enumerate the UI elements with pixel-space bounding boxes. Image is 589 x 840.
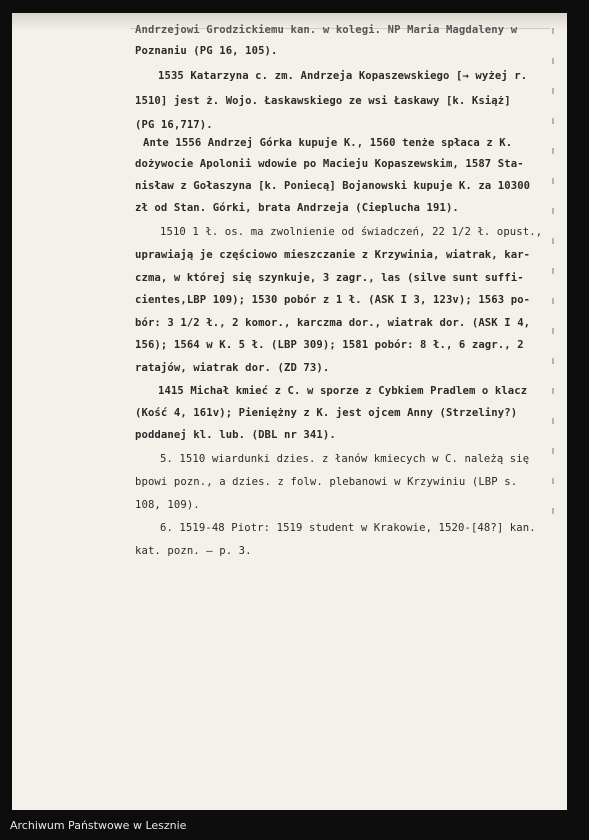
text-line: Poznaniu (PG 16, 105). <box>135 45 278 57</box>
text-line: (Kość 4, 161v); Pieniężny z K. jest ojcem Anny (Strzeliny?) <box>135 407 518 419</box>
text-line: poddanej kl. lub. (DBL nr 341). <box>135 429 336 441</box>
text-line: ratajów, wiatrak dor. (ZD 73). <box>135 362 330 374</box>
text-line: Andrzejowi Grodzickiemu kan. w kolegi. NP Maria Magdaleny w <box>135 24 518 36</box>
text-line: 156); 1564 w K. 5 ł. (LBP 309); 1581 pobór: 8 ł., 6 zagr., 2 <box>135 339 524 351</box>
text-line: dożywocie Apolonii wdowie po Macieju Kopaszewskim, 1587 Sta- <box>135 158 524 170</box>
text-line: zł od Stan. Górki, brata Andrzeja (Cieplucha 191). <box>135 202 459 214</box>
text-line: cientes,LBP 109); 1530 pobór z 1 ł. (ASK I 3, 123v); 1563 po- <box>135 294 531 306</box>
text-line: uprawiają je częściowo mieszczanie z Krzywinia, wiatrak, kar- <box>135 249 531 261</box>
text-line: bpowi pozn., a dzies. z folw. plebanowi w Krzywiniu (LBP s. <box>135 476 518 488</box>
text-line: bór: 3 1/2 ł., 2 komor., karczma dor., wiatrak dor. (ASK I 4, <box>135 317 531 329</box>
text-line: 1510 1 ł. os. ma zwolnienie od świadczeń, 22 1/2 ł. opust., <box>160 226 543 238</box>
text-line: kat. pozn. — p. 3. <box>135 545 252 557</box>
text-line: (PG 16,717). <box>135 119 213 131</box>
text-line: 5. 1510 wiardunki dzies. z łanów kmiecych w C. należą się <box>160 453 530 465</box>
text-line: 1415 Michał kmieć z C. w sporze z Cybkiem Pradlem o klacz <box>158 385 528 397</box>
text-line: Ante 1556 Andrzej Górka kupuje K., 1560 tenże spłaca z K. <box>143 137 513 149</box>
text-line: czma, w której się szynkuje, 3 zagr., las (silve sunt suffi- <box>135 272 524 284</box>
text-line: 108, 109). <box>135 499 200 511</box>
text-line: 6. 1519-48 Piotr: 1519 student w Krakowie, 1520-[48?] kan. <box>160 522 536 534</box>
text-line: 1510] jest ż. Wojo. Łaskawskiego ze wsi Łaskawy [k. Książ] <box>135 95 511 107</box>
text-line: nisław z Gołaszyna [k. Poniecą] Bojanowski kupuje K. za 10300 <box>135 180 531 192</box>
archive-caption: Archiwum Państwowe w Lesznie <box>10 819 187 832</box>
text-line: 1535 Katarzyna c. zm. Andrzeja Kopaszewskiego [→ wyżej r. <box>158 70 528 82</box>
perforation-marks <box>552 20 560 540</box>
